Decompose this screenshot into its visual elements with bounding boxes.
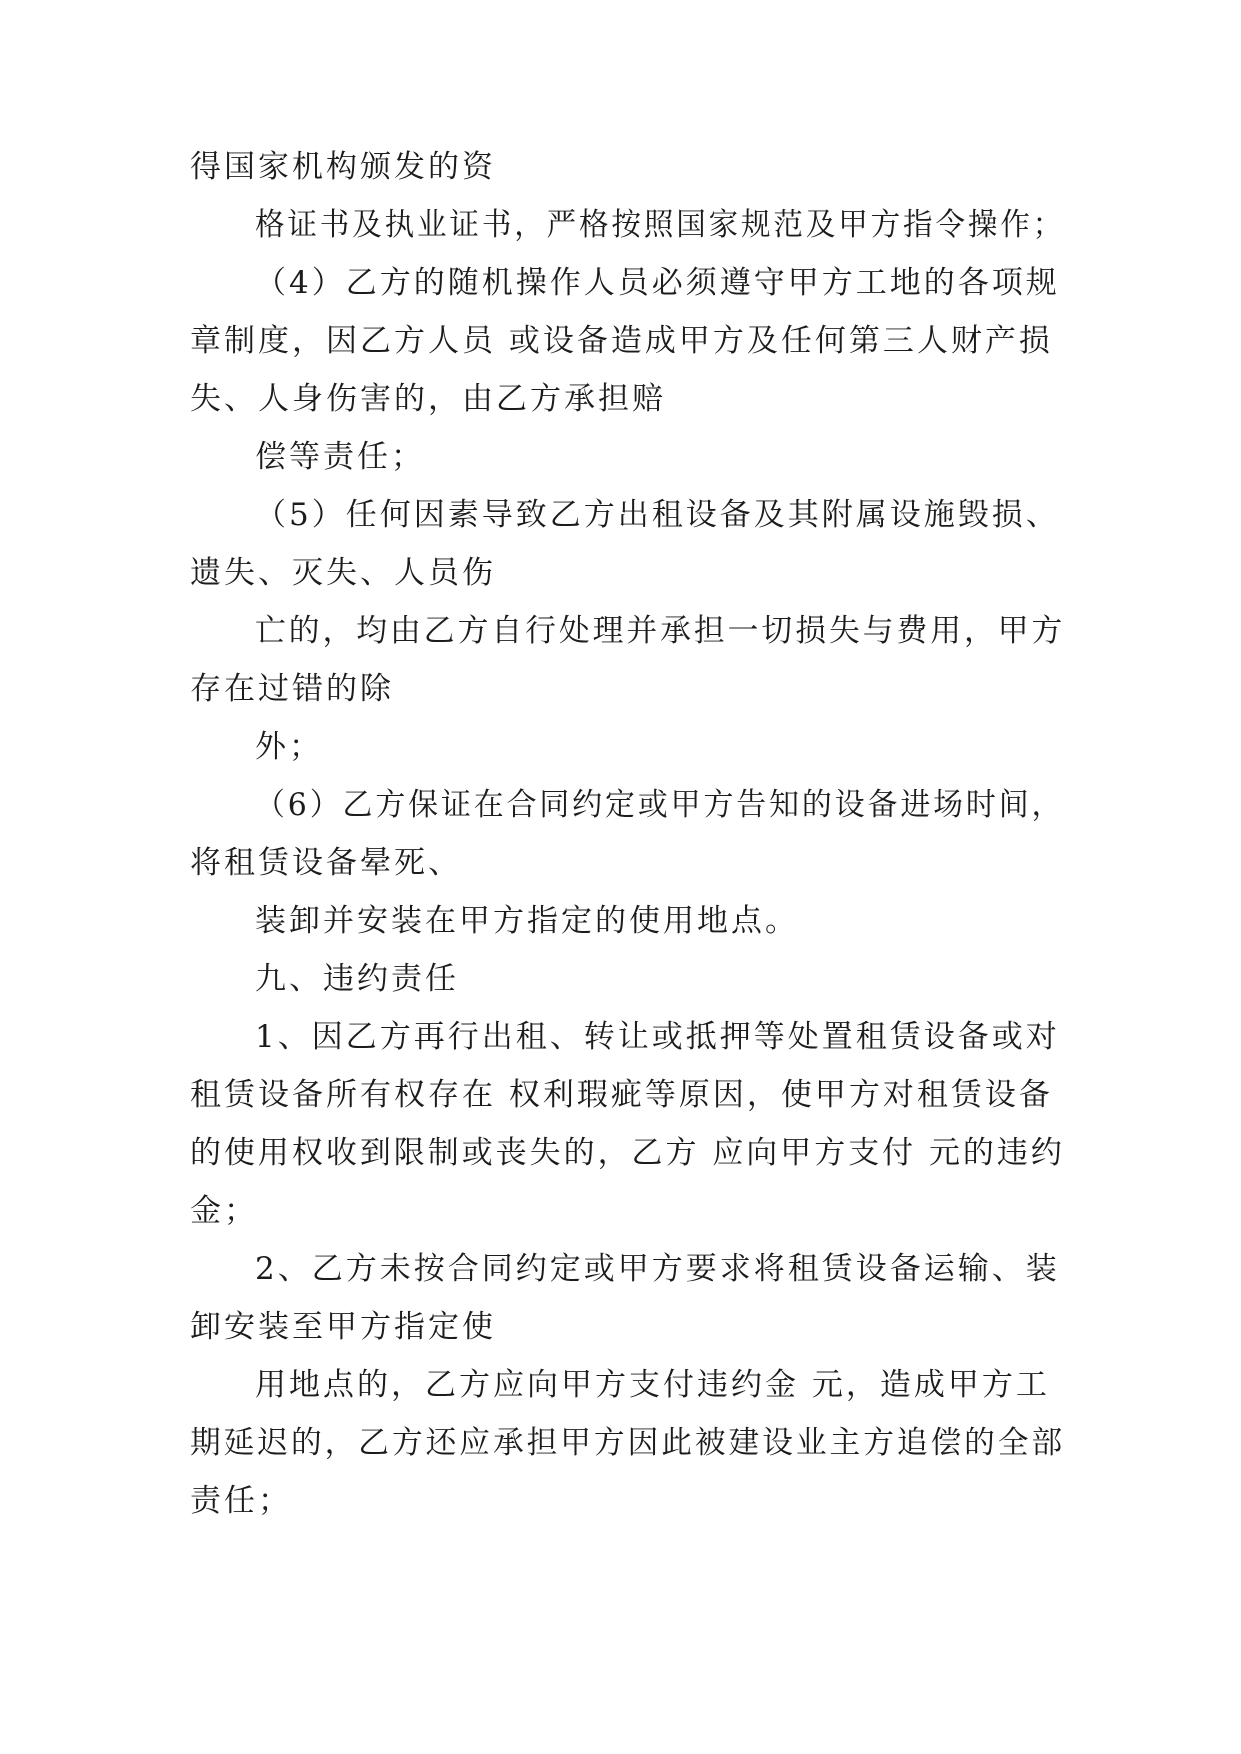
text-line: 的使用权收到限制或丧失的，乙方 应向甲方支付 元的违约 [190,1135,1065,1171]
text-line: 格证书及执业证书，严格按照国家规范及甲方指令操作； [255,207,1066,243]
text-line: 外； [255,729,323,765]
text-line: 租赁设备所有权存在 权利瑕疵等原因，使甲方对租赁设备 [190,1077,1053,1113]
section-heading: 九、违约责任 [255,961,459,997]
text-line: 偿等责任； [255,439,425,475]
text-line: 得国家机构颁发的资 [190,149,496,185]
text-line: 卸安装至甲方指定使 [190,1309,496,1345]
text-line: 期延迟的，乙方还应承担甲方因此被建设业主方追偿的全部 [190,1425,1066,1461]
text-line: 金； [190,1193,258,1229]
text-line: 1、因乙方再行出租、转让或抵押等处置租赁设备或对 [255,1019,1060,1055]
text-line: 将租赁设备晕死、 [190,845,462,881]
text-line: 用地点的，乙方应向甲方支付违约金 元，造成甲方工 [255,1367,1050,1403]
text-line: （5）任何因素导致乙方出租设备及其附属设施毁损、 [255,497,1060,533]
text-line: 2、乙方未按合同约定或甲方要求将租赁设备运输、装 [255,1251,1060,1287]
text-line: （6）乙方保证在合同约定或甲方告知的设备进场时间， [255,787,1065,823]
text-line: 责任； [190,1483,292,1519]
text-line: 亡的，均由乙方自行处理并承担一切损失与费用，甲方 [255,613,1066,649]
text-line: （4）乙方的随机操作人员必须遵守甲方工地的各项规 [255,265,1060,301]
text-line: 章制度，因乙方人员 或设备造成甲方及任何第三人财产损 [190,323,1053,359]
text-line: 遗失、灭失、人员伤 [190,555,496,591]
text-line: 存在过错的除 [190,671,394,707]
text-line: 装卸并安装在甲方指定的使用地点。 [255,903,799,939]
text-line: 失、人身伤害的，由乙方承担赔 [190,381,666,417]
